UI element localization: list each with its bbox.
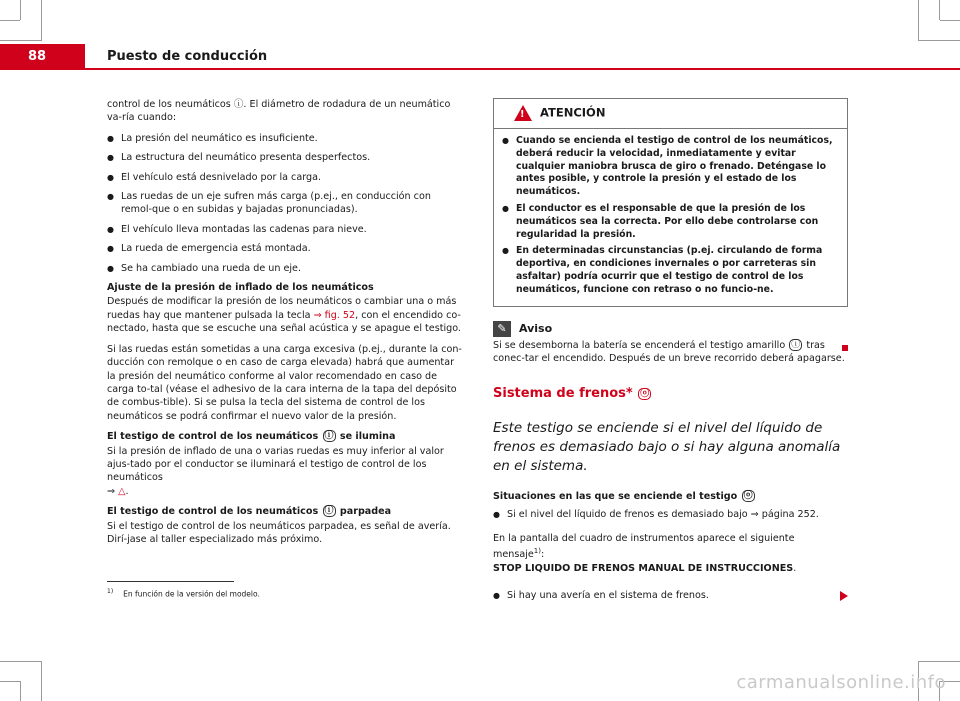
list-item: ● La presión del neumático es insuficiente. xyxy=(107,132,464,145)
note-text-b: tras conec-tar el encendido. Después de un breve recorrido deberá apagarse. xyxy=(493,339,845,364)
adjust-paragraph-1 xyxy=(107,295,464,335)
warning-icon xyxy=(514,105,532,121)
right-column xyxy=(493,98,848,608)
situations-heading-text: Situaciones en las que se enciende el testigo xyxy=(493,490,738,502)
crop-mark xyxy=(940,20,960,21)
warning-item: ● En determinadas circunstancias (p.ej. circulando de forma deportiva, en condiciones invernales o por carreteras sin asfaltar) podría ocurrir que el testigo de control de los neumáticos, funcione con retraso o no funcio-ne. xyxy=(502,245,839,296)
section-intro: Este testigo se enciende si el nivel del líquido de frenos es demasiado bajo o si hay alguna anomalía en el sistema. xyxy=(493,419,841,474)
adjust-text-b: , con el encendido co-nectado, hasta que se escuche una señal acústica y se apague el testigo. xyxy=(107,309,461,335)
fault-text: Si hay una avería en el sistema de frenos. xyxy=(507,590,709,601)
note-paragraph xyxy=(493,339,848,366)
crop-mark xyxy=(20,0,21,20)
crop-mark xyxy=(918,661,960,662)
end-marker-icon xyxy=(842,345,848,351)
blink-paragraph: Si el testigo de control de los neumáticos parpadea, es señal de avería. Dirí-jase al taller especializado más próximo. xyxy=(107,520,451,545)
warning-item: ● El conductor es el responsable de que la presión de los neumáticos sea la correcta. Por ello debe controlarse con regularidad la presión. xyxy=(502,203,839,241)
blink-heading-suffix: parpadea xyxy=(336,506,392,518)
list-item: ● El vehículo lleva montadas las cadenas para nieve. xyxy=(107,223,464,236)
footnote-text: En función de la versión del modelo. xyxy=(123,589,260,599)
note-text-a: Si se desemborna la batería se encenderá el testigo amarillo xyxy=(493,339,789,351)
list-item: ● Se ha cambiado una rueda de un eje. xyxy=(107,262,464,275)
section-title xyxy=(493,387,848,400)
adjust-paragraph-2: Si las ruedas están sometidas a una carga excesiva (p.ej., durante la con-ducción con remolque o en caso de carga elevada) habrá que aumentar la presión del neumático conforme al valor recomendado en caso de carga to-tal (véase el adhesivo de la cara interna de la tapa del depósito de combus-tible). Si se pulsa la tecla del sistema de control de los neumáticos se podrá confirmar el nuevo valor de la presión. xyxy=(107,343,462,422)
tyre-warning-icon: ⓘ xyxy=(791,339,801,350)
blink-heading xyxy=(107,505,464,518)
warning-icon-glyph: ! xyxy=(520,109,525,120)
footnote-marker: 1) xyxy=(107,588,114,595)
lit-heading xyxy=(107,430,464,443)
note-header xyxy=(493,321,848,337)
crop-mark xyxy=(939,0,940,20)
warning-body xyxy=(494,129,847,306)
tyre-warning-icon: ⓘ xyxy=(324,431,334,442)
crop-mark xyxy=(41,0,42,40)
crop-mark xyxy=(918,0,919,40)
lit-text: Si la presión de inflado de una o varias ruedas es muy inferior al valor ajus-tado por el conductor se iluminará el testigo de control de los neumáticos xyxy=(107,445,444,484)
crop-mark xyxy=(20,681,21,701)
page-number: 88 xyxy=(0,44,85,70)
display-message: STOP LIQUIDO DE FRENOS MANUAL DE INSTRUCCIONES xyxy=(493,562,794,574)
blink-heading-text: El testigo de control de los neumáticos xyxy=(107,506,322,518)
list-item: ● Si el nivel del líquido de frenos es demasiado bajo ⇒ página 252. xyxy=(493,508,848,521)
crop-mark xyxy=(918,40,960,41)
warning-item: ● Cuando se encienda el testigo de control de los neumáticos, deberá reducir la velocidad, inmediatamente y evitar cualquier maniobra brusca de giro o frenado. Deténgase lo antes posible, y controle la presión y el estado de los neumáticos. xyxy=(502,135,839,199)
warning-triangle-icon: △ xyxy=(118,485,126,497)
figure-link[interactable]: ⇒ fig. 52 xyxy=(313,309,356,321)
header-rule xyxy=(0,68,960,70)
crop-mark xyxy=(41,661,42,701)
list-item: ● La estructura del neumático presenta desperfectos. xyxy=(107,151,464,164)
lit-paragraph: Si la presión de inflado de una o varias ruedas es muy inferior al valor ajus-tado por el conductor se iluminará el testigo de control de los neumáticos ⇒ △. xyxy=(107,445,444,497)
footnote xyxy=(107,588,260,599)
note-icon: ✎ xyxy=(493,321,511,337)
situations-heading xyxy=(493,490,848,503)
footnote-rule xyxy=(107,581,234,582)
message-text: En la pantalla del cuadro de instrumentos aparece el siguiente mensaje xyxy=(493,532,795,561)
adjust-text-a: Después de modificar la presión de los neumáticos o cambiar una o más ruedas hay que mantener pulsada la tecla xyxy=(107,296,457,321)
adjust-heading: Ajuste de la presión de inflado de los neumáticos xyxy=(107,282,374,294)
intro-paragraph: control de los neumáticos ⓘ. El diámetro de rodadura de un neumático va-ría cuando: xyxy=(107,99,451,124)
lit-heading-text: El testigo de control de los neumáticos xyxy=(107,431,322,443)
list-item: ● El vehículo está desnivelado por la carga. xyxy=(107,171,464,184)
page-title: Puesto de conducción xyxy=(107,49,268,64)
footnote-ref: 1) xyxy=(533,547,541,555)
section-title-text: Sistema de frenos* xyxy=(493,386,633,402)
list-item xyxy=(493,589,848,602)
warning-header xyxy=(494,99,847,129)
crop-mark xyxy=(0,40,42,41)
brake-warning-icon: ⓞ xyxy=(743,490,753,501)
left-column xyxy=(107,98,464,553)
crop-mark xyxy=(0,681,20,682)
crop-mark xyxy=(0,20,20,21)
crop-mark xyxy=(0,661,42,662)
lit-heading-suffix: se ilumina xyxy=(336,431,396,443)
warning-box xyxy=(493,98,848,307)
continue-arrow-icon xyxy=(840,591,848,601)
lit-ref-arrow: ⇒ xyxy=(107,485,116,497)
brake-warning-icon: ⓞ xyxy=(640,388,650,399)
list-item: ● La rueda de emergencia está montada. xyxy=(107,242,464,255)
warning-title: ATENCIÓN xyxy=(540,105,606,120)
list-item: ● Las ruedas de un eje sufren más carga (p.ej., en conducción con remol-que o en subidas y bajadas pronunciadas). xyxy=(107,190,464,217)
watermark: carmanualsonline.info xyxy=(736,672,946,693)
note-title: Aviso xyxy=(519,321,553,335)
tyre-warning-icon: ⓘ xyxy=(324,506,334,517)
message-paragraph: En la pantalla del cuadro de instrumentos aparece el siguiente mensaje$^{1)}$: STOP LIQUIDO DE FRENOS MANUAL DE INSTRUCCIONES. xyxy=(493,532,797,574)
